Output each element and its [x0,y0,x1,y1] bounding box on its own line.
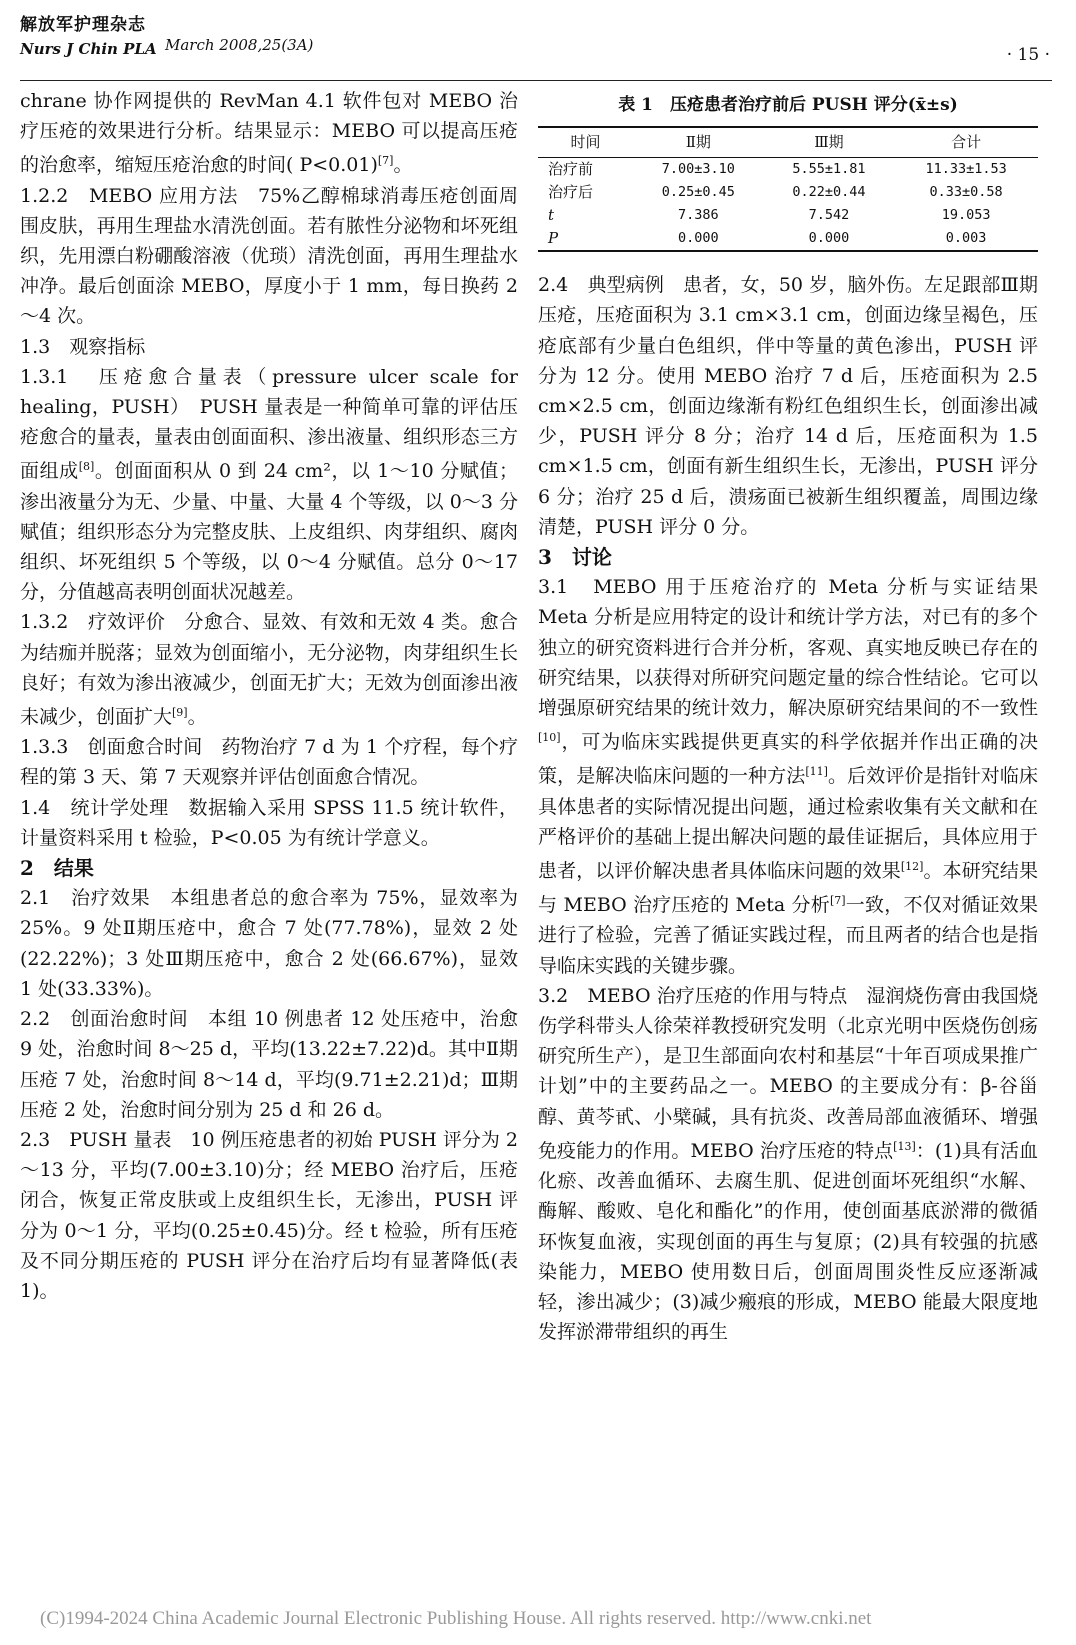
table-cell: 5.55±1.81 [792,161,866,178]
section-3-2 [538,981,1038,1347]
section-2-4: 2.4 典型病例 患者，女，50 岁，脑外伤。左足跟部Ⅲ期压疮，压疮面积为 3.1 cm×3.1 cm，创面边缘呈褐色，压疮底部有少量白色组织，伴中等量的黄色渗出，PUSH 评分为 12 分。使用 MEBO 治疗 7 d 后，压疮面积为 2.5 cm×2.5 cm，创面边缘渐有粉红色组织生长，创面渗出减少，PUSH 评分 8 分；治疗 14 d 后，压疮面积为 1.5 cm×1.5 cm，创面有新生组织生长，无渗出，PUSH 评分 6 分；治疗 25 d 后，溃疡面已被新生组织覆盖，周围边缘清楚，PUSH 评分 0 分。 [538,274,1038,538]
table-header-row [538,127,1038,158]
section-heading-2: 2 结果 [20,856,94,881]
text: 。 [187,706,207,729]
section-2-2: 2.2 创面治愈时间 本组 10 例患者 12 处压疮中，治愈 9 处，治愈时间 8～25 d，平均(13.22±7.22)d。其中Ⅱ期压疮 7 处，治愈时间 8～14 d，平均(9.71±2.21)d；Ⅲ期压疮 2 处，治愈时间分别为 25 d 和 26 d。 [20,1008,518,1121]
section-2-1: 2.1 治疗效果 本组患者总的愈合率为 75%，显效率为 25%。9 处Ⅱ期压疮中，愈合 7 处(77.78%)，显效 2 处(22.22%)；3 处Ⅲ期压疮中，愈合 2 处(66.67%)，显效 1 处(33.33%)。 [20,887,518,1000]
table-cell: 0.000 [677,230,719,247]
citation: [11] [805,765,828,779]
text: 。创面面积从 0 到 24 cm²，以 1～10 分赋值；渗出液量分为无、少量、中量、大量 4 个等级，以 0～3 分赋值；组织形态分为完整皮肤、上皮组织、肉芽组织、腐肉组织、坏死组织 5 个等级，以 0～4 分赋值。总分 0～17 分，分值越高表明创面状况越差。 [20,460,518,604]
table-row [538,158,1038,182]
table-row [538,227,1038,251]
push-score-table [538,126,1038,252]
text: ，可为临床实践提供更真实的科学依据并作出正确的决策，是解决临床问题的一种方法 [538,731,1038,788]
citation: [7] [377,154,394,168]
text: 一致，不仅对循证效果进行了检验，完善了循证实践过程，而且两者的结合也是指导临床实践的关键步骤。 [538,894,1038,977]
text: 1.3.1 压疮愈合量表（pressure ulcer scale for healing，PUSH） PUSH 量表是一种简单可靠的评估压疮愈合的量表，量表由创面面积、渗出液量、组织形态三方面组成 [20,365,518,483]
section-heading-1-3: 1.3 观察指标 [20,335,146,358]
table-row [538,181,1038,204]
text: 。 [393,154,413,177]
citation: [8] [78,460,95,474]
page-number: · 15 · [1006,45,1050,65]
table-cell: 7.386 [677,207,719,224]
row-label: 治疗前 [548,160,594,179]
left-column [20,86,518,1306]
text: ：(1)具有活血化瘀、改善血循环、去腐生肌、促进创面坏死组织“水解、酶解、酸败、皂化和酯化”的作用，使创面基底淤滞的微循环恢复血液，实现创面的再生与复原；(2)具有较强的抗感染能力，MEBO 使用数日后，创面周围炎性反应逐渐减轻，渗出减少；(3)减少瘢痕的形成，MEBO 能最大限度地发挥淤滞带组织的再生 [538,1139,1038,1344]
table-cell: 0.33±0.58 [929,184,1003,201]
table-cell: 0.003 [945,230,987,247]
section-1-4: 1.4 统计学处理 数据输入采用 SPSS 11.5 统计软件，计量资料采用 t 检验，P<0.05 为有统计学意义。 [20,796,518,849]
table-cell: 0.22±0.44 [792,184,866,201]
citation: [13] [893,1139,916,1153]
citation: [9] [172,706,188,720]
text: 1.3.2 疗效评价 分愈合、显效、有效和无效 4 类。愈合为结痂并脱落；显效为创面缩小，无分泌物，肉芽组织生长良好；有效为渗出液减少，创面无扩大；无效为创面渗出液未减少，创面扩大 [20,611,518,729]
table-cell: 0.25±0.45 [661,184,735,201]
copyright-footer: (C)1994-2024 China Academic Journal Electronic Publishing House. All rights reserved. http://www.cnki.net [40,1608,872,1629]
journal-name-cn: 解放军护理杂志 [20,15,146,35]
citation: [12] [900,860,924,874]
table-row [538,204,1038,227]
paragraph [20,86,518,181]
section-1-2-2: 1.2.2 MEBO 应用方法 75%乙醇棉球消毒压疮创面周围皮肤，再用生理盐水清洗创面。若有脓性分泌物和坏死组织，先用漂白粉硼酸溶液（优琐）清洗创面，再用生理盐水冲净。最后创面涂 MEBO，厚度小于 1 mm，每日换药 2～4 次。 [20,184,518,328]
text: 3.1 MEBO 用于压疮治疗的 Meta 分析与实证结果 Meta 分析是应用特定的设计和统计学方法，对已有的多个独立的研究资料进行合并分析，客观、真实地反映已存在的研究结果，以获得对所研究问题定量的综合性结论。它可以增强原研究结果的统计效力，解决原研究结果间的不一致性 [538,576,1058,720]
table-1 [538,90,1038,252]
text: 3.2 MEBO 治疗压疮的作用与特点 湿润烧伤膏由我国烧伤学科带头人徐荣祥教授研究发明（北京光明中医烧伤创疡研究所生产），是卫生部面向农村和基层“十年百项成果推广计划”中的主要药品之一。MEBO 的主要成分有：β-谷甾醇、黄芩甙、小檗碱，具有抗炎、改善局部血液循环、增强免疫能力的作用。MEBO 治疗压疮的特点 [538,984,1038,1162]
section-heading-3: 3 讨论 [538,545,612,570]
table-cell: 7.542 [808,207,850,224]
col-header: 合计 [951,133,982,152]
col-header: Ⅲ期 [814,133,844,152]
section-2-3: 2.3 PUSH 量表 10 例压疮患者的初始 PUSH 评分为 2～13 分，平均(7.00±3.10)分；经 MEBO 治疗后，压疮闭合，恢复正常皮肤或上皮组织生长，无渗出，PUSH 评分为 0～1 分，平均(0.25±0.45)分。经 t 检验，所有压疮及不同分期压疮的 PUSH 评分在治疗后均有显著降低(表 1)。 [20,1128,518,1302]
text: 。本研究结果与 MEBO 治疗压疮的 Meta 分析 [538,860,1038,917]
row-label: 治疗后 [548,183,594,202]
section-1-3-2 [20,607,518,732]
row-label: t [548,206,555,225]
page-header [20,10,1060,72]
table-cell: 7.00±3.10 [661,161,735,178]
table-cell: 11.33±1.53 [925,161,1007,178]
text: chrane 协作网提供的 RevMan 4.1 软件包对 MEBO 治疗压疮的效果进行分析。结果显示：MEBO 可以提高压疮的治愈率，缩短压疮治愈的时间( P<0.01) [20,90,518,177]
header-rule [20,80,1052,81]
section-3-1 [538,572,1058,981]
right-column [538,90,1058,1347]
issue-date: March 2008,25(3A) [165,36,314,54]
citation: [10] [538,731,561,745]
journal-name-en: Nurs J Chin PLA [20,40,157,58]
row-label: P [548,229,559,248]
table-title: 表 1 压疮患者治疗前后 PUSH 评分(x̄±s) [618,95,958,115]
table-cell: 19.053 [941,207,991,224]
col-header: Ⅱ期 [685,133,711,152]
citation: [7] [829,894,846,908]
table-cell: 0.000 [808,230,850,247]
col-header: 时间 [570,133,601,152]
section-1-3-3: 1.3.3 创面愈合时间 药物治疗 7 d 为 1 个疗程，每个疗程的第 3 天、第 7 天观察并评估创面愈合情况。 [20,736,518,789]
text: 。后效评价是指针对临床具体患者的实际情况提出问题，通过检索收集有关文献和在严格评价的基础上提出解决问题的最佳证据后，具体应用于患者，以评价解决患者具体临床问题的效果 [538,765,1038,883]
section-1-3-1 [20,362,518,608]
